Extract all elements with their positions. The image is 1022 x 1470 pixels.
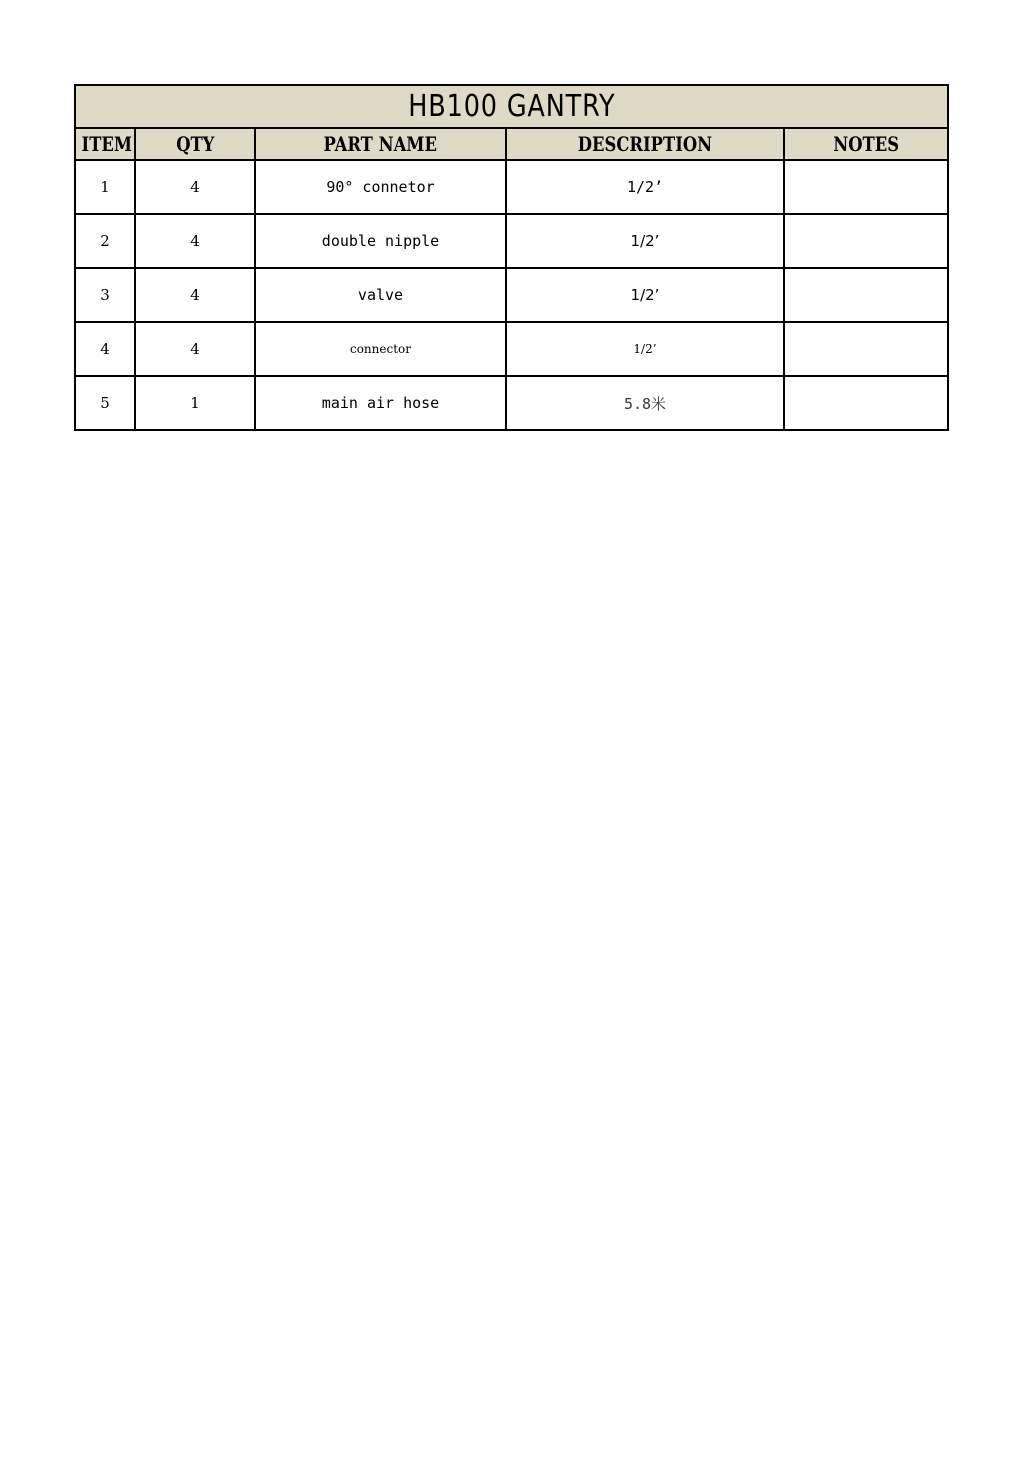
table-row bbox=[75, 214, 948, 268]
cell-qty: 4 bbox=[135, 268, 255, 322]
cell-part-name: main air hose bbox=[255, 376, 506, 430]
table-row bbox=[75, 376, 948, 430]
header-description-label: DESCRIPTION bbox=[577, 132, 713, 156]
header-part-name-label: PART NAME bbox=[323, 132, 438, 156]
header-notes-label: NOTES bbox=[833, 132, 899, 156]
cell-description: 1/2’ bbox=[506, 268, 784, 322]
parts-list-sheet bbox=[74, 84, 947, 431]
header-qty-label: QTY bbox=[175, 132, 215, 156]
cell-description: 1/2’ bbox=[506, 214, 784, 268]
cell-part-name: valve bbox=[255, 268, 506, 322]
cell-part-name: double nipple bbox=[255, 214, 506, 268]
header-qty bbox=[135, 128, 255, 160]
table-title bbox=[75, 85, 948, 128]
cell-item: 1 bbox=[75, 160, 135, 214]
cell-qty: 1 bbox=[135, 376, 255, 430]
cell-item: 2 bbox=[75, 214, 135, 268]
cell-description: 1/2’ bbox=[506, 322, 784, 376]
cell-item: 3 bbox=[75, 268, 135, 322]
table-title-text: HB100 GANTRY bbox=[407, 89, 616, 124]
cell-qty: 4 bbox=[135, 322, 255, 376]
header-notes bbox=[784, 128, 948, 160]
parts-table bbox=[74, 84, 949, 431]
cell-part-name: connector bbox=[255, 322, 506, 376]
cell-description: 1/2’ bbox=[506, 160, 784, 214]
header-item-label: ITEM bbox=[81, 132, 133, 156]
cell-notes bbox=[784, 268, 948, 322]
header-description bbox=[506, 128, 784, 160]
cell-part-name: 90° connetor bbox=[255, 160, 506, 214]
cell-qty: 4 bbox=[135, 160, 255, 214]
cell-qty: 4 bbox=[135, 214, 255, 268]
cell-notes bbox=[784, 214, 948, 268]
cell-item: 4 bbox=[75, 322, 135, 376]
cell-description: 5.8米 bbox=[506, 376, 784, 430]
table-row bbox=[75, 322, 948, 376]
header-row bbox=[75, 128, 948, 160]
cell-notes bbox=[784, 160, 948, 214]
table-row bbox=[75, 268, 948, 322]
cell-notes bbox=[784, 322, 948, 376]
cell-item: 5 bbox=[75, 376, 135, 430]
header-item bbox=[75, 128, 135, 160]
table-row bbox=[75, 160, 948, 214]
header-part-name bbox=[255, 128, 506, 160]
cell-notes bbox=[784, 376, 948, 430]
